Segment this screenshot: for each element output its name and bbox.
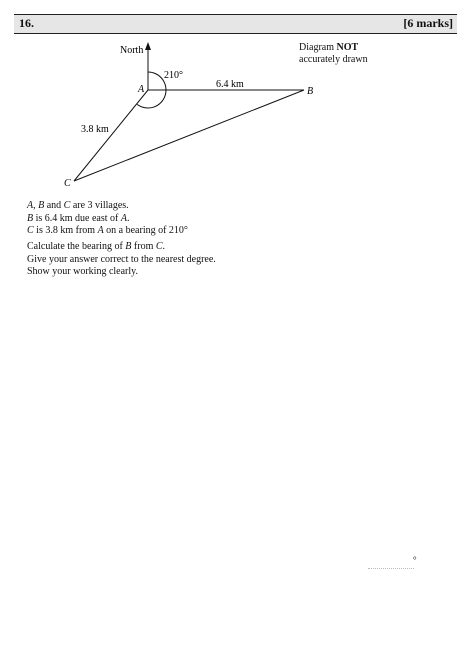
- marks-label: [6 marks]: [403, 16, 453, 30]
- question-tasks: [27, 241, 216, 279]
- ac-distance-label: 3.8 km: [81, 124, 109, 135]
- point-c-label: C: [64, 178, 71, 189]
- question-statements: [27, 200, 188, 238]
- task-calculate: Calculate the bearing of B from C.: [27, 241, 166, 252]
- point-b-label: B: [307, 86, 314, 97]
- statement-b-position: B is 6.4 km due east of A.: [27, 212, 130, 224]
- point-a-label: A: [138, 84, 145, 95]
- angle-label: 210°: [164, 70, 183, 81]
- question-header: [14, 14, 457, 34]
- task-rounding: Give your answer correct to the nearest degree.: [27, 253, 216, 265]
- answer-unit: °: [413, 555, 417, 565]
- side-ac: [74, 90, 148, 181]
- north-arrowhead: [145, 42, 151, 50]
- north-label: North: [120, 45, 144, 56]
- question-number: 16.: [19, 16, 34, 30]
- bearing-diagram: [0, 36, 474, 196]
- note-line-2: accurately drawn: [299, 54, 368, 65]
- answer-line[interactable]: [368, 568, 414, 569]
- diagram-note: [299, 42, 368, 66]
- statement-villages: A, B and C are 3 villages.: [27, 200, 129, 211]
- task-working: Show your working clearly.: [27, 266, 138, 277]
- statement-c-position: C is 3.8 km from A on a bearing of 210°: [27, 225, 188, 236]
- ab-distance-label: 6.4 km: [216, 79, 244, 90]
- side-cb: [74, 90, 304, 181]
- note-line-1: Diagram NOT: [299, 42, 359, 53]
- note-not-emphasis: NOT: [336, 42, 359, 53]
